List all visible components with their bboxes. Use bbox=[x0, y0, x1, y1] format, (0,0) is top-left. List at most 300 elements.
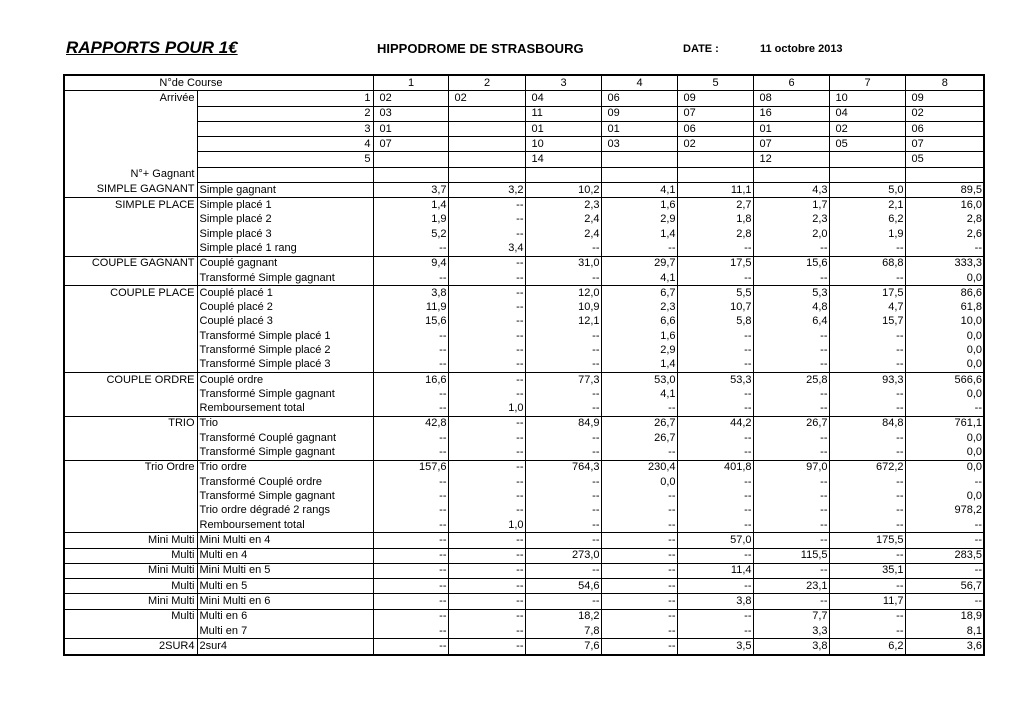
payout-value: -- bbox=[448, 489, 525, 503]
payout-row bbox=[64, 315, 984, 329]
arrivee-horse-number: 05 bbox=[829, 137, 905, 152]
payout-value: 15,6 bbox=[373, 315, 448, 329]
payout-value: 2,7 bbox=[677, 198, 753, 213]
arrivee-horse-number bbox=[829, 152, 905, 167]
bet-type-label: Transformé Couplé ordre bbox=[197, 475, 373, 489]
payout-value: -- bbox=[753, 431, 829, 445]
bet-type-label: Transformé Simple placé 3 bbox=[197, 358, 373, 373]
payout-value: 29,7 bbox=[601, 256, 677, 271]
bet-type-label: Remboursement total bbox=[197, 402, 373, 417]
payout-value: -- bbox=[601, 624, 677, 639]
bet-type-label: Simple placé 2 bbox=[197, 213, 373, 227]
payout-value: 1,6 bbox=[601, 329, 677, 343]
payout-value: 1,0 bbox=[448, 518, 525, 533]
bet-type-label: Transformé Simple gagnant bbox=[197, 387, 373, 401]
payout-value: -- bbox=[373, 329, 448, 343]
payout-row bbox=[64, 286, 984, 301]
payout-row bbox=[64, 504, 984, 518]
bet-group-label bbox=[64, 315, 197, 329]
course-number-cell: 4 bbox=[601, 75, 677, 91]
payout-value: 0,0 bbox=[905, 445, 984, 460]
payout-value: 93,3 bbox=[829, 372, 905, 387]
arrivee-horse-number: 10 bbox=[525, 137, 601, 152]
payout-value: -- bbox=[448, 609, 525, 624]
page-title: RAPPORTS POUR 1€ bbox=[66, 38, 238, 57]
arrivee-spacer bbox=[197, 137, 355, 152]
payout-value: 16,6 bbox=[373, 372, 448, 387]
bet-type-label: Transformé Simple gagnant bbox=[197, 489, 373, 503]
payout-value: 8,1 bbox=[905, 624, 984, 639]
payout-row bbox=[64, 183, 984, 198]
payout-value: 1,9 bbox=[829, 227, 905, 241]
payout-value: 3,8 bbox=[677, 594, 753, 609]
payout-value: -- bbox=[677, 431, 753, 445]
payout-row bbox=[64, 489, 984, 503]
bet-group-label: Multi bbox=[64, 609, 197, 624]
payout-value: -- bbox=[829, 475, 905, 489]
payout-value: -- bbox=[829, 489, 905, 503]
payout-value: -- bbox=[448, 563, 525, 578]
payout-value: 2,3 bbox=[601, 300, 677, 314]
payout-value: -- bbox=[448, 639, 525, 655]
payout-value: -- bbox=[373, 358, 448, 373]
payout-value: -- bbox=[601, 504, 677, 518]
bet-group-label bbox=[64, 445, 197, 460]
bet-group-label bbox=[64, 504, 197, 518]
payout-value: 2,3 bbox=[525, 198, 601, 213]
payout-value: -- bbox=[753, 358, 829, 373]
payout-value: 77,3 bbox=[525, 372, 601, 387]
payout-value: 764,3 bbox=[525, 460, 601, 475]
payout-value: -- bbox=[525, 402, 601, 417]
payout-value: -- bbox=[448, 286, 525, 301]
payout-row bbox=[64, 402, 984, 417]
payout-value: 5,8 bbox=[677, 315, 753, 329]
bet-group-label bbox=[64, 624, 197, 639]
bet-group-label: COUPLE PLACE bbox=[64, 286, 197, 301]
payout-value: -- bbox=[448, 387, 525, 401]
payout-value: 10,9 bbox=[525, 300, 601, 314]
bet-group-label bbox=[64, 329, 197, 343]
payout-value: 97,0 bbox=[753, 460, 829, 475]
payout-value: -- bbox=[601, 548, 677, 563]
arrivee-horse-number bbox=[448, 121, 525, 136]
payout-value: 230,4 bbox=[601, 460, 677, 475]
payout-value: 2,0 bbox=[753, 227, 829, 241]
payout-value: 53,0 bbox=[601, 372, 677, 387]
payout-value: -- bbox=[753, 518, 829, 533]
date-value: 11 octobre 2013 bbox=[760, 43, 843, 55]
payout-value: -- bbox=[753, 329, 829, 343]
bet-group-label bbox=[64, 387, 197, 401]
payout-value: -- bbox=[753, 271, 829, 286]
bet-group-label: Mini Multi bbox=[64, 563, 197, 578]
payout-value: 0,0 bbox=[905, 460, 984, 475]
payout-value: 4,1 bbox=[601, 387, 677, 401]
payout-value: -- bbox=[905, 402, 984, 417]
arrivee-horse-number: 09 bbox=[905, 91, 984, 106]
payout-value: -- bbox=[601, 445, 677, 460]
bet-group-label bbox=[64, 402, 197, 417]
payout-row bbox=[64, 639, 984, 655]
payout-value: 9,4 bbox=[373, 256, 448, 271]
payout-value: -- bbox=[829, 445, 905, 460]
payout-value: 2,4 bbox=[525, 213, 601, 227]
bet-group-label bbox=[64, 227, 197, 241]
arrivee-horse-number: 07 bbox=[905, 137, 984, 152]
payout-value: 1,6 bbox=[601, 198, 677, 213]
course-number-label: N°de Course bbox=[64, 75, 373, 91]
payout-value: 0,0 bbox=[905, 271, 984, 286]
arrivee-horse-number: 02 bbox=[373, 91, 448, 106]
payout-value: -- bbox=[677, 548, 753, 563]
payout-value: -- bbox=[373, 343, 448, 357]
payout-value: -- bbox=[829, 624, 905, 639]
payout-value: -- bbox=[448, 198, 525, 213]
payout-value: 5,5 bbox=[677, 286, 753, 301]
results-table bbox=[63, 74, 985, 656]
payout-value: -- bbox=[677, 518, 753, 533]
payout-value: 1,4 bbox=[373, 198, 448, 213]
payout-value: 11,4 bbox=[677, 563, 753, 578]
arrivee-horse-number bbox=[677, 152, 753, 167]
gagnant-row bbox=[64, 167, 984, 182]
payout-row bbox=[64, 213, 984, 227]
payout-value: -- bbox=[373, 489, 448, 503]
payout-value: -- bbox=[829, 518, 905, 533]
payout-value: -- bbox=[525, 518, 601, 533]
arrivee-spacer bbox=[197, 106, 355, 121]
payout-value: 84,8 bbox=[829, 416, 905, 431]
gagnant-cell bbox=[448, 167, 525, 182]
arrivee-label bbox=[64, 106, 197, 121]
arrivee-position: 2 bbox=[355, 106, 373, 121]
payout-value: -- bbox=[829, 609, 905, 624]
payout-value: -- bbox=[829, 241, 905, 256]
bet-type-label: Simple placé 1 rang bbox=[197, 241, 373, 256]
payout-value: -- bbox=[829, 387, 905, 401]
payout-value: -- bbox=[448, 372, 525, 387]
bet-group-label: TRIO bbox=[64, 416, 197, 431]
payout-value: -- bbox=[448, 504, 525, 518]
arrivee-horse-number: 01 bbox=[753, 121, 829, 136]
payout-value: -- bbox=[753, 343, 829, 357]
arrivee-horse-number bbox=[448, 137, 525, 152]
arrivee-horse-number: 03 bbox=[373, 106, 448, 121]
arrivee-horse-number: 03 bbox=[601, 137, 677, 152]
payout-value: -- bbox=[677, 329, 753, 343]
payout-value: -- bbox=[373, 504, 448, 518]
payout-value: -- bbox=[601, 241, 677, 256]
payout-value: 17,5 bbox=[677, 256, 753, 271]
payout-value: -- bbox=[448, 624, 525, 639]
arrivee-position: 5 bbox=[355, 152, 373, 167]
payout-value: -- bbox=[448, 416, 525, 431]
payout-row bbox=[64, 460, 984, 475]
bet-type-label: Remboursement total bbox=[197, 518, 373, 533]
payout-value: -- bbox=[601, 518, 677, 533]
course-number-cell: 7 bbox=[829, 75, 905, 91]
payout-value: -- bbox=[677, 609, 753, 624]
payout-value: -- bbox=[753, 402, 829, 417]
payout-value: 23,1 bbox=[753, 579, 829, 594]
payout-value: 61,8 bbox=[960, 301, 982, 314]
bet-type-label: Couplé placé 2 bbox=[197, 300, 373, 314]
payout-value: 4,1 bbox=[601, 183, 677, 198]
payout-value: 6,2 bbox=[829, 639, 905, 655]
payout-row bbox=[64, 609, 984, 624]
payout-value: -- bbox=[601, 402, 677, 417]
arrivee-horse-number: 07 bbox=[753, 137, 829, 152]
payout-value: -- bbox=[525, 504, 601, 518]
bet-type-label: Multi en 7 bbox=[197, 624, 373, 639]
payout-value: 10,7 bbox=[677, 300, 753, 314]
payout-value: 86,6 bbox=[905, 286, 984, 301]
payout-value: 2,3 bbox=[753, 213, 829, 227]
payout-value: -- bbox=[677, 402, 753, 417]
bet-group-label bbox=[64, 475, 197, 489]
payout-row bbox=[64, 358, 984, 373]
bet-type-label: Trio ordre dégradé 2 rangs bbox=[197, 504, 373, 518]
payout-value: 333,3 bbox=[905, 256, 984, 271]
payout-value: -- bbox=[677, 387, 753, 401]
payout-value: 7,8 bbox=[525, 624, 601, 639]
arrivee-horse-number: 08 bbox=[753, 91, 829, 106]
payout-value: -- bbox=[373, 518, 448, 533]
arrivee-horse-number: 02 bbox=[905, 106, 984, 121]
arrivee-horse-number: 01 bbox=[525, 121, 601, 136]
payout-value: -- bbox=[829, 431, 905, 445]
course-header-row bbox=[64, 75, 984, 91]
arrivee-position: 4 bbox=[355, 137, 373, 152]
bet-group-label bbox=[64, 518, 197, 533]
arrivee-horse-number: 12 bbox=[753, 152, 829, 167]
arrivee-horse-number bbox=[601, 152, 677, 167]
gagnant-cell bbox=[905, 167, 984, 182]
payout-row bbox=[64, 579, 984, 594]
payout-value: -- bbox=[373, 475, 448, 489]
gagnant-cell bbox=[753, 167, 829, 182]
payout-value: 42,8 bbox=[373, 416, 448, 431]
payout-row bbox=[64, 271, 984, 286]
payout-value: -- bbox=[525, 533, 601, 548]
payout-value: -- bbox=[829, 271, 905, 286]
payout-value: -- bbox=[373, 548, 448, 563]
payout-value: 978,2 bbox=[954, 504, 982, 517]
payout-value: 4,3 bbox=[753, 183, 829, 198]
payout-value: -- bbox=[448, 300, 525, 314]
payout-value: 26,7 bbox=[601, 416, 677, 431]
payout-value: -- bbox=[448, 431, 525, 445]
payout-row bbox=[64, 518, 984, 533]
bet-group-label bbox=[64, 241, 197, 256]
payout-row bbox=[64, 198, 984, 213]
payout-value: -- bbox=[974, 475, 982, 488]
bet-type-label: Transformé Simple gagnant bbox=[197, 445, 373, 460]
payout-value: 6,2 bbox=[829, 213, 905, 227]
bet-type-label: Trio bbox=[197, 416, 373, 431]
arrivee-spacer bbox=[197, 121, 355, 136]
payout-value: 53,3 bbox=[677, 372, 753, 387]
payout-row bbox=[64, 548, 984, 563]
course-number-cell: 1 bbox=[373, 75, 448, 91]
arrivee-horse-number: 01 bbox=[373, 121, 448, 136]
payout-row bbox=[64, 445, 984, 460]
bet-type-label: Mini Multi en 6 bbox=[197, 594, 373, 609]
payout-value: -- bbox=[829, 402, 905, 417]
payout-value: -- bbox=[373, 609, 448, 624]
payout-value: -- bbox=[525, 489, 601, 503]
payout-value: -- bbox=[373, 579, 448, 594]
arrivee-horse-number: 02 bbox=[829, 121, 905, 136]
bet-group-label: Multi bbox=[64, 579, 197, 594]
payout-value: 12,0 bbox=[525, 286, 601, 301]
payout-value: 7,6 bbox=[525, 639, 601, 655]
arrivee-horse-number: 09 bbox=[677, 91, 753, 106]
payout-value: 10,0 bbox=[960, 315, 982, 328]
arrivee-horse-number bbox=[448, 152, 525, 167]
payout-value: -- bbox=[373, 624, 448, 639]
payout-value: 0,0 bbox=[966, 343, 982, 356]
payout-value: 1,7 bbox=[753, 198, 829, 213]
payout-value: 3,7 bbox=[373, 183, 448, 198]
payout-row bbox=[64, 594, 984, 609]
payout-value: 1,0 bbox=[448, 402, 525, 417]
payout-value: 18,9 bbox=[905, 609, 984, 624]
arrivee-horse-number: 01 bbox=[601, 121, 677, 136]
payout-value: 11,7 bbox=[829, 594, 905, 609]
gagnant-label: N°+ Gagnant bbox=[64, 167, 197, 182]
payout-value: 26,7 bbox=[601, 431, 677, 445]
payout-value: 0,0 bbox=[966, 431, 982, 444]
arrivee-horse-number: 02 bbox=[448, 91, 525, 106]
payout-value: -- bbox=[829, 548, 905, 563]
payout-value: -- bbox=[829, 504, 905, 518]
payout-value: -- bbox=[677, 579, 753, 594]
bet-type-label: Trio ordre bbox=[197, 460, 373, 475]
payout-value: -- bbox=[753, 387, 829, 401]
arrivee-horse-number: 11 bbox=[525, 106, 601, 121]
payout-value: 2,8 bbox=[966, 213, 982, 226]
payout-value: -- bbox=[525, 241, 601, 256]
payout-value: 84,9 bbox=[525, 416, 601, 431]
arrivee-horse-number: 09 bbox=[601, 106, 677, 121]
payout-value: -- bbox=[525, 343, 601, 357]
payout-value: 57,0 bbox=[677, 533, 753, 548]
payout-value: 283,5 bbox=[905, 548, 984, 563]
payout-value: -- bbox=[525, 431, 601, 445]
payout-value: 401,8 bbox=[677, 460, 753, 475]
gagnant-spacer bbox=[355, 167, 373, 182]
payout-value: 761,1 bbox=[905, 416, 984, 431]
payout-value: 0,0 bbox=[601, 475, 677, 489]
arrivee-horse-number: 02 bbox=[677, 137, 753, 152]
payout-value: 89,5 bbox=[905, 183, 984, 198]
payout-value: 5,0 bbox=[829, 183, 905, 198]
payout-value: -- bbox=[829, 329, 905, 343]
payout-value: -- bbox=[448, 227, 525, 241]
payout-value: -- bbox=[525, 358, 601, 373]
bet-group-label: 2SUR4 bbox=[64, 639, 197, 655]
payout-value: -- bbox=[448, 460, 525, 475]
payout-value: -- bbox=[373, 445, 448, 460]
bet-group-label: Multi bbox=[64, 548, 197, 563]
arrivee-label bbox=[64, 137, 197, 152]
arrivee-horse-number: 06 bbox=[601, 91, 677, 106]
bet-type-label: Transformé Simple gagnant bbox=[197, 271, 373, 286]
payout-value: -- bbox=[677, 624, 753, 639]
payout-value: -- bbox=[905, 594, 984, 609]
payout-value: -- bbox=[753, 594, 829, 609]
payout-value: 0,0 bbox=[966, 387, 982, 400]
payout-value: 18,2 bbox=[525, 609, 601, 624]
payout-row bbox=[64, 329, 984, 343]
payout-value: -- bbox=[677, 489, 753, 503]
arrivee-horse-number: 04 bbox=[525, 91, 601, 106]
payout-value: 2,4 bbox=[525, 227, 601, 241]
payout-value: 1,9 bbox=[373, 213, 448, 227]
gagnant-cell bbox=[525, 167, 601, 182]
payout-value: -- bbox=[677, 445, 753, 460]
bet-group-label: Mini Multi bbox=[64, 533, 197, 548]
payout-value: -- bbox=[525, 475, 601, 489]
payout-value: -- bbox=[448, 343, 525, 357]
payout-value: 4,7 bbox=[829, 300, 905, 314]
bet-type-label: Couplé gagnant bbox=[197, 256, 373, 271]
payout-value: -- bbox=[373, 402, 448, 417]
payout-value: -- bbox=[373, 563, 448, 578]
payout-value: 672,2 bbox=[829, 460, 905, 475]
arrivee-horse-number: 07 bbox=[373, 137, 448, 152]
payout-value: -- bbox=[753, 489, 829, 503]
payout-value: 5,3 bbox=[753, 286, 829, 301]
arrivee-horse-number: 16 bbox=[753, 106, 829, 121]
payout-value: 0,0 bbox=[966, 329, 982, 342]
bet-type-label: Multi en 5 bbox=[197, 579, 373, 594]
arrivee-horse-number: 04 bbox=[829, 106, 905, 121]
payout-value: -- bbox=[601, 579, 677, 594]
payout-value: -- bbox=[905, 241, 984, 256]
payout-value: -- bbox=[448, 271, 525, 286]
payout-value: -- bbox=[448, 213, 525, 227]
payout-value: 273,0 bbox=[525, 548, 601, 563]
payout-row bbox=[64, 256, 984, 271]
arrivee-row bbox=[64, 91, 984, 106]
bet-group-label: COUPLE GAGNANT bbox=[64, 256, 197, 271]
payout-value: 3,8 bbox=[753, 639, 829, 655]
bet-type-label: Simple gagnant bbox=[197, 183, 373, 198]
gagnant-cell bbox=[677, 167, 753, 182]
payout-value: 0,0 bbox=[905, 358, 984, 373]
payout-value: -- bbox=[448, 548, 525, 563]
payout-value: 566,6 bbox=[905, 372, 984, 387]
arrivee-horse-number bbox=[373, 152, 448, 167]
payout-value: 31,0 bbox=[525, 256, 601, 271]
payout-value: 3,2 bbox=[448, 183, 525, 198]
bet-group-label bbox=[64, 343, 197, 357]
payout-value: -- bbox=[373, 387, 448, 401]
arrivee-horse-number: 14 bbox=[525, 152, 601, 167]
course-number-cell: 2 bbox=[448, 75, 525, 91]
bet-type-label: Transformé Couplé gagnant bbox=[197, 431, 373, 445]
bet-group-label bbox=[64, 271, 197, 286]
bet-type-label: Simple placé 1 bbox=[197, 198, 373, 213]
payout-value: -- bbox=[525, 329, 601, 343]
bet-type-label: Transformé Simple placé 2 bbox=[197, 343, 373, 357]
payout-value: -- bbox=[905, 533, 984, 548]
bet-type-label: Multi en 4 bbox=[197, 548, 373, 563]
arrivee-label bbox=[64, 121, 197, 136]
